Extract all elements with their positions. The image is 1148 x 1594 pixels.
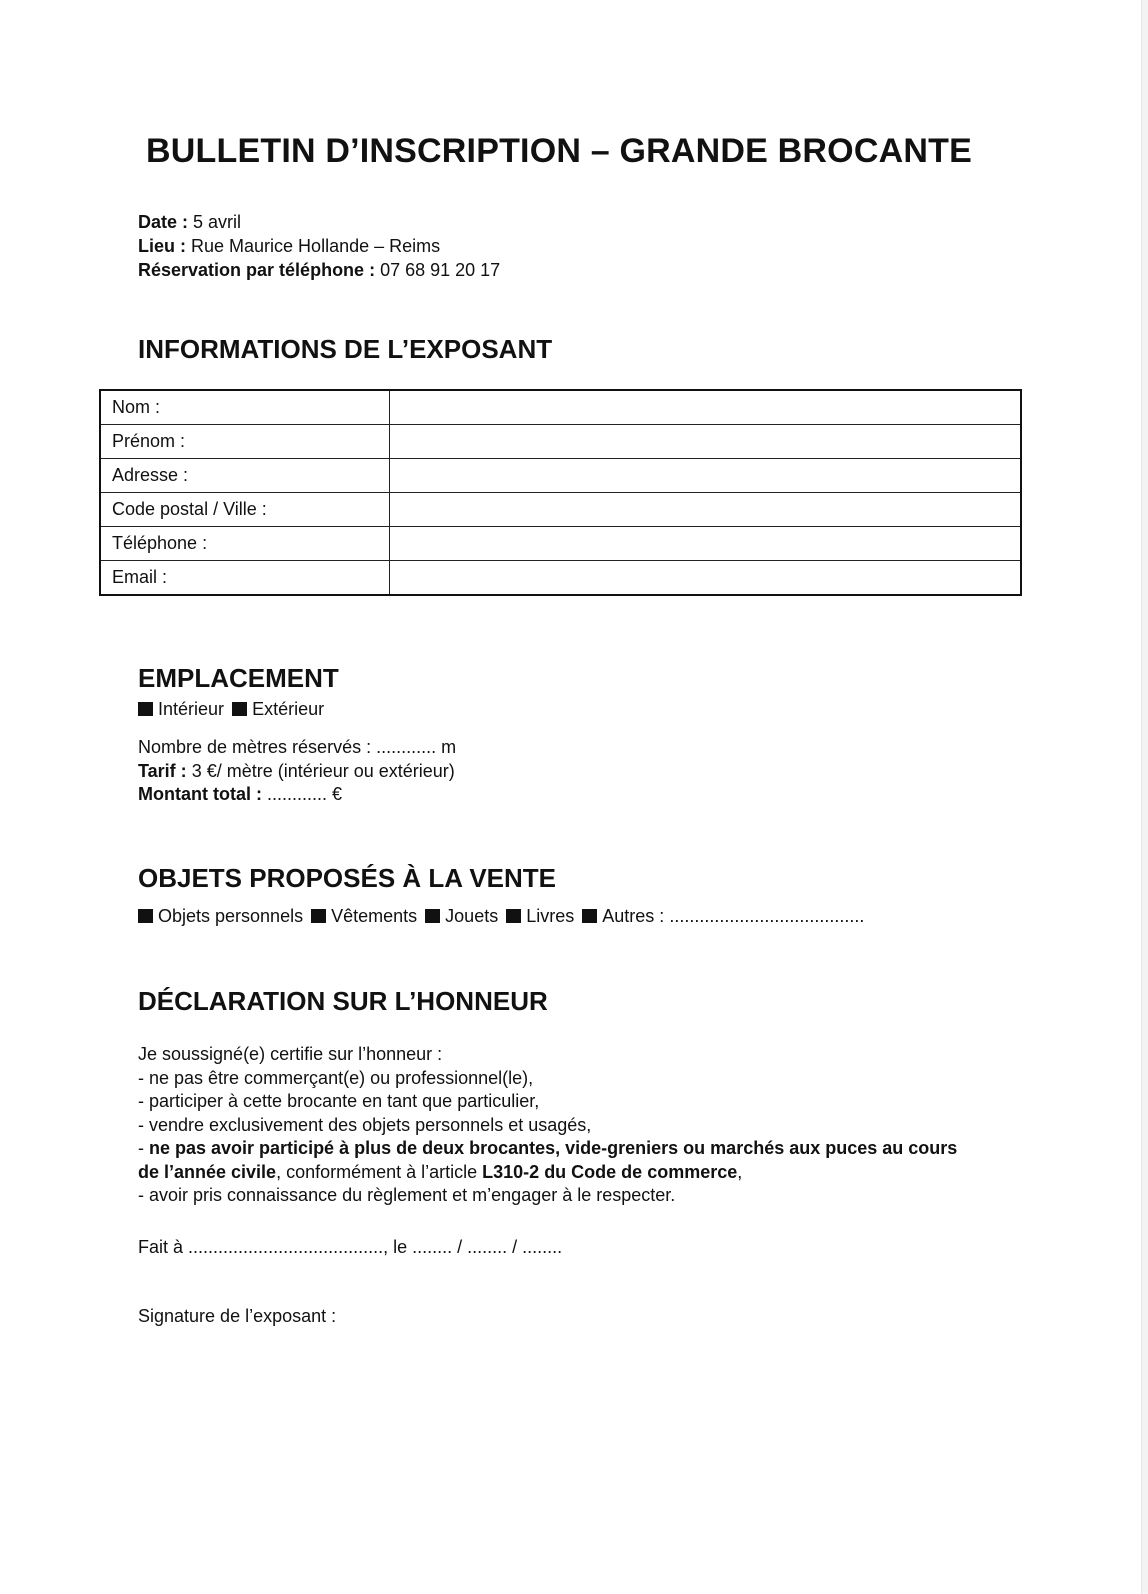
date-blank[interactable]: ........ / ........ / ........ — [412, 1237, 563, 1257]
metres-blank[interactable]: ............ — [376, 737, 437, 757]
field-input-prenom[interactable] — [390, 425, 1022, 459]
line4-bold: ne pas avoir participé à plus de deux brocantes, vide-greniers ou marchés aux puces au cours de l’année civile — [138, 1138, 958, 1182]
table-row — [100, 493, 1021, 527]
option-vetements-label: Vêtements — [331, 906, 418, 926]
field-input-adresse[interactable] — [390, 459, 1022, 493]
date-line — [138, 210, 500, 234]
option-jouets-label: Jouets — [445, 906, 499, 926]
reservation-phone: 07 68 91 20 17 — [380, 260, 501, 280]
field-label-telephone: Téléphone : — [100, 527, 390, 561]
table-row — [100, 390, 1021, 425]
section-heading-objets: OBJETS PROPOSÉS À LA VENTE — [138, 863, 557, 893]
event-info — [138, 210, 500, 282]
field-input-telephone[interactable] — [390, 527, 1022, 561]
checkbox-vetements-icon[interactable] — [311, 909, 326, 923]
metres-line — [138, 736, 456, 760]
option-interieur-label: Intérieur — [158, 699, 225, 719]
field-label-adresse: Adresse : — [100, 459, 390, 493]
line4-article: L310-2 du Code de commerce — [482, 1161, 738, 1182]
exposant-form-table — [99, 389, 1022, 596]
declaration-intro: Je soussigné(e) certifie sur l’honneur : — [138, 1044, 443, 1064]
total-label: Montant total : — [138, 784, 262, 804]
option-livres-label: Livres — [526, 906, 575, 926]
total-line — [138, 783, 456, 807]
tarif-label: Tarif : — [138, 760, 187, 781]
total-unit: € — [332, 784, 343, 804]
fait-line — [138, 1236, 562, 1260]
table-row — [100, 527, 1021, 561]
declaration-line-2: - participer à cette brocante en tant que particulier, — [138, 1091, 540, 1111]
checkbox-jouets-icon[interactable] — [425, 909, 440, 923]
emplacement-details — [138, 736, 456, 807]
checkbox-autres-icon[interactable] — [582, 909, 597, 923]
reservation-line — [138, 258, 500, 282]
fait-label: Fait à — [138, 1237, 184, 1257]
line4-mid: , conformément à l’article — [276, 1161, 483, 1182]
checkbox-exterieur-icon[interactable] — [232, 702, 247, 716]
metres-unit: m — [441, 737, 457, 757]
option-autres-label: Autres : — [602, 906, 665, 926]
date-value: 5 avril — [193, 212, 242, 232]
field-input-nom[interactable] — [390, 390, 1022, 425]
page-title: BULLETIN D’INSCRIPTION – GRANDE BROCANTE — [146, 132, 972, 170]
line4-prefix: - — [138, 1138, 149, 1158]
table-row — [100, 459, 1021, 493]
metres-label: Nombre de mètres réservés : — [138, 737, 372, 757]
field-label-code-postal-ville: Code postal / Ville : — [100, 493, 390, 527]
date-label: Date : — [138, 212, 189, 232]
fait-place-blank[interactable]: ....................................... — [188, 1237, 384, 1257]
table-row — [100, 425, 1021, 459]
page-edge — [1141, 0, 1148, 1594]
field-label-nom: Nom : — [100, 390, 390, 425]
declaration-line-4 — [138, 1137, 968, 1184]
declaration-text — [138, 1043, 968, 1208]
reservation-label: Réservation par téléphone : — [138, 260, 376, 280]
signature-label: Signature de l’exposant : — [138, 1306, 337, 1326]
checkbox-objets-personnels-icon[interactable] — [138, 909, 153, 923]
option-objets-personnels-label: Objets personnels — [158, 906, 304, 926]
option-exterieur-label: Extérieur — [252, 699, 325, 719]
field-input-code-postal-ville[interactable] — [390, 493, 1022, 527]
tarif-line — [138, 760, 456, 784]
lieu-line — [138, 234, 500, 258]
lieu-label: Lieu : — [138, 236, 186, 256]
field-label-prenom: Prénom : — [100, 425, 390, 459]
section-heading-exposant: INFORMATIONS DE L’EXPOSANT — [138, 334, 553, 364]
lieu-value: Rue Maurice Hollande – Reims — [191, 236, 441, 256]
field-label-email: Email : — [100, 561, 390, 596]
declaration-line-5: - avoir pris connaissance du règlement et m’engager à le respecter. — [138, 1185, 676, 1205]
autres-blank[interactable]: ....................................... — [669, 906, 865, 926]
emplacement-options — [138, 698, 324, 722]
checkbox-livres-icon[interactable] — [506, 909, 521, 923]
table-row — [100, 561, 1021, 596]
declaration-line-1: - ne pas être commerçant(e) ou professionnel(le), — [138, 1067, 534, 1088]
declaration-line-3: - vendre exclusivement des objets personnels et usagés, — [138, 1114, 592, 1135]
checkbox-interieur-icon[interactable] — [138, 702, 153, 716]
field-input-email[interactable] — [390, 561, 1022, 596]
line4-end: , — [737, 1161, 743, 1182]
objets-options — [138, 905, 864, 929]
le-label: , le — [383, 1237, 408, 1257]
tarif-value: 3 €/ mètre (intérieur ou extérieur) — [191, 760, 455, 781]
total-blank[interactable]: ............ — [267, 784, 328, 804]
section-heading-emplacement: EMPLACEMENT — [138, 663, 339, 693]
section-heading-declaration: DÉCLARATION SUR L’HONNEUR — [138, 986, 548, 1016]
